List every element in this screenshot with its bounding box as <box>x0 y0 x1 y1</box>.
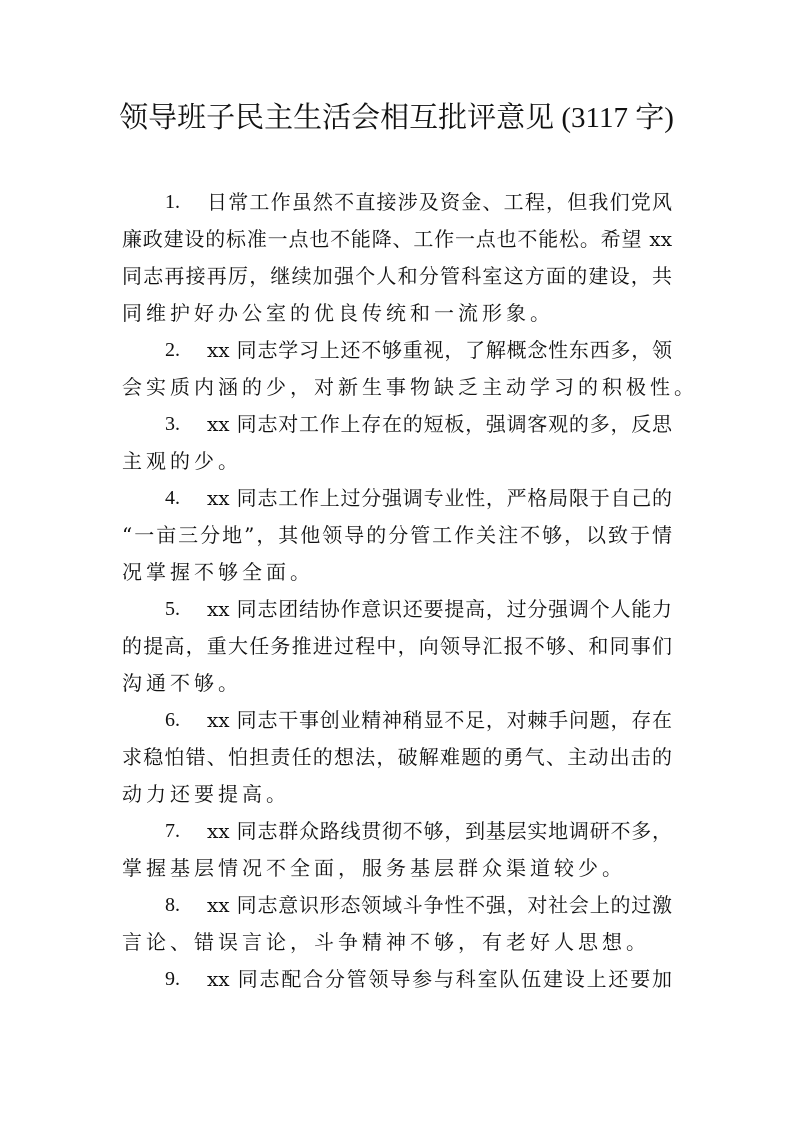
document-title: 领导班子民主生活会相互批评意见 (3117 字) <box>119 102 674 134</box>
line-text: 日常工作虽然不直接涉及资金、工程，但我们党风 <box>207 190 672 214</box>
list-item <box>122 480 672 591</box>
paragraph-line: 求稳怕错、怕担责任的想法，破解难题的勇气、主动出击的 <box>122 745 672 769</box>
document-body <box>122 184 698 998</box>
list-item <box>122 591 672 702</box>
paragraph-line: 的提高，重大任务推进过程中，向领导汇报不够、和同事们 <box>122 634 672 658</box>
paragraph-line: 同维护好办公室的优良传统和一流形象。 <box>122 301 554 325</box>
paragraph-line: 主观的少。 <box>122 449 242 473</box>
item-number: 1. <box>165 191 180 213</box>
paragraph-line: 况掌握不够全面。 <box>122 560 314 584</box>
paragraph-line <box>122 480 672 517</box>
paragraph-line <box>122 591 672 628</box>
paragraph-line: 廉政建设的标准一点也不能降、工作一点也不能松。希望 xx <box>122 227 672 251</box>
item-number: 6. <box>165 709 180 731</box>
paragraph-line <box>122 961 672 998</box>
line-text: xx 同志学习上还不够重视，了解概念性东西多，领 <box>207 338 672 362</box>
paragraph-line <box>122 702 672 739</box>
line-text: xx 同志团结协作意识还要提高，过分强调个人能力 <box>207 597 672 621</box>
list-item <box>122 184 672 332</box>
paragraph-line: 沟通不够。 <box>122 671 242 695</box>
line-text: xx 同志配合分管领导参与科室队伍建设上还要加 <box>207 967 672 991</box>
list-item <box>122 887 672 961</box>
list-item <box>122 406 672 480</box>
line-text: xx 同志群众路线贯彻不够，到基层实地调研不多， <box>207 819 672 843</box>
list-item <box>122 813 672 887</box>
line-text: xx 同志工作上过分强调专业性，严格局限于自己的 <box>207 486 672 510</box>
line-text: xx 同志对工作上存在的短板，强调客观的多，反思 <box>207 412 672 436</box>
line-text: xx 同志干事创业精神稍显不足，对棘手问题，存在 <box>207 708 672 732</box>
paragraph-line: “一亩三分地”，其他领导的分管工作关注不够，以致于情 <box>122 523 672 547</box>
paragraph-line <box>122 332 672 369</box>
paragraph-line: 掌握基层情况不全面，服务基层群众渠道较少。 <box>122 856 626 880</box>
item-number: 9. <box>165 968 180 990</box>
paragraph-line <box>122 184 672 221</box>
paragraph-line: 言论、错误言论，斗争精神不够，有老好人思想。 <box>122 930 650 954</box>
list-item <box>122 961 672 998</box>
paragraph-line <box>122 813 672 850</box>
paragraph-line: 动力还要提高。 <box>122 782 290 806</box>
item-number: 8. <box>165 894 180 916</box>
item-number: 7. <box>165 820 180 842</box>
paragraph-line: 同志再接再厉，继续加强个人和分管科室这方面的建设，共 <box>122 264 672 288</box>
line-text: xx 同志意识形态领域斗争性不强，对社会上的过激 <box>207 893 672 917</box>
paragraph-line <box>122 406 672 443</box>
item-number: 2. <box>165 339 180 361</box>
paragraph-line <box>122 887 672 924</box>
paragraph-line: 会实质内涵的少，对新生事物缺乏主动学习的积极性。 <box>122 375 698 399</box>
list-item <box>122 332 698 406</box>
item-number: 4. <box>165 487 180 509</box>
item-number: 5. <box>165 598 180 620</box>
list-item <box>122 702 672 813</box>
item-number: 3. <box>165 413 180 435</box>
